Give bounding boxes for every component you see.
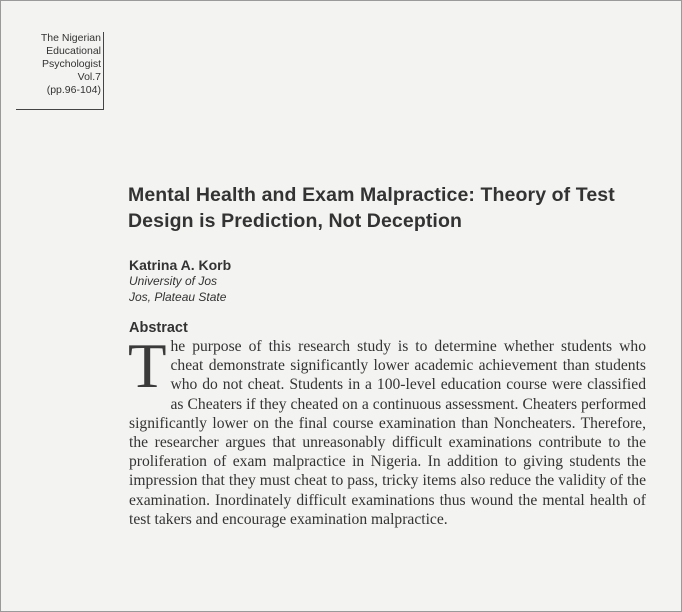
abstract-heading: Abstract	[129, 320, 188, 336]
author-name: Katrina A. Korb	[129, 257, 232, 273]
author-affiliation: University of Jos	[129, 274, 218, 288]
journal-name-line-2: Educational	[46, 45, 101, 57]
abstract-drop-cap: T	[128, 331, 167, 401]
author-block	[129, 256, 231, 305]
author-location: Jos, Plateau State	[129, 289, 227, 304]
abstract-body	[128, 331, 646, 529]
paper-title: Mental Health and Exam Malpractice: Theory of Test Design is Prediction, Not Deception	[128, 184, 615, 232]
journal-pages: (pp.96-104)	[46, 84, 101, 96]
abstract-text: he purpose of this research study is to determine whether students who cheat demonstrate significantly lower academic achievement than students who do not cheat. Students in a 100-level education course were classified as Cheaters if they cheated on a continuous assessment. Cheaters performed significantly lower on the final course examination than Noncheaters. Therefore, the researcher argues that unreasonably difficult examinations contribute to the proliferation of exam malpractice in Nigeria. In addition to giving students the impression that they must cheat to pass, tricky items also reduce the validity of the examination. Inordinately difficult examinations thus wound the mental health of test takers and encourage examination malpractice.	[129, 338, 646, 528]
journal-name-line-1: The Nigerian	[40, 32, 101, 44]
journal-volume: Vol.7	[77, 71, 101, 83]
journal-name-line-3: Psychologist	[42, 58, 101, 70]
journal-info-box	[16, 32, 104, 110]
